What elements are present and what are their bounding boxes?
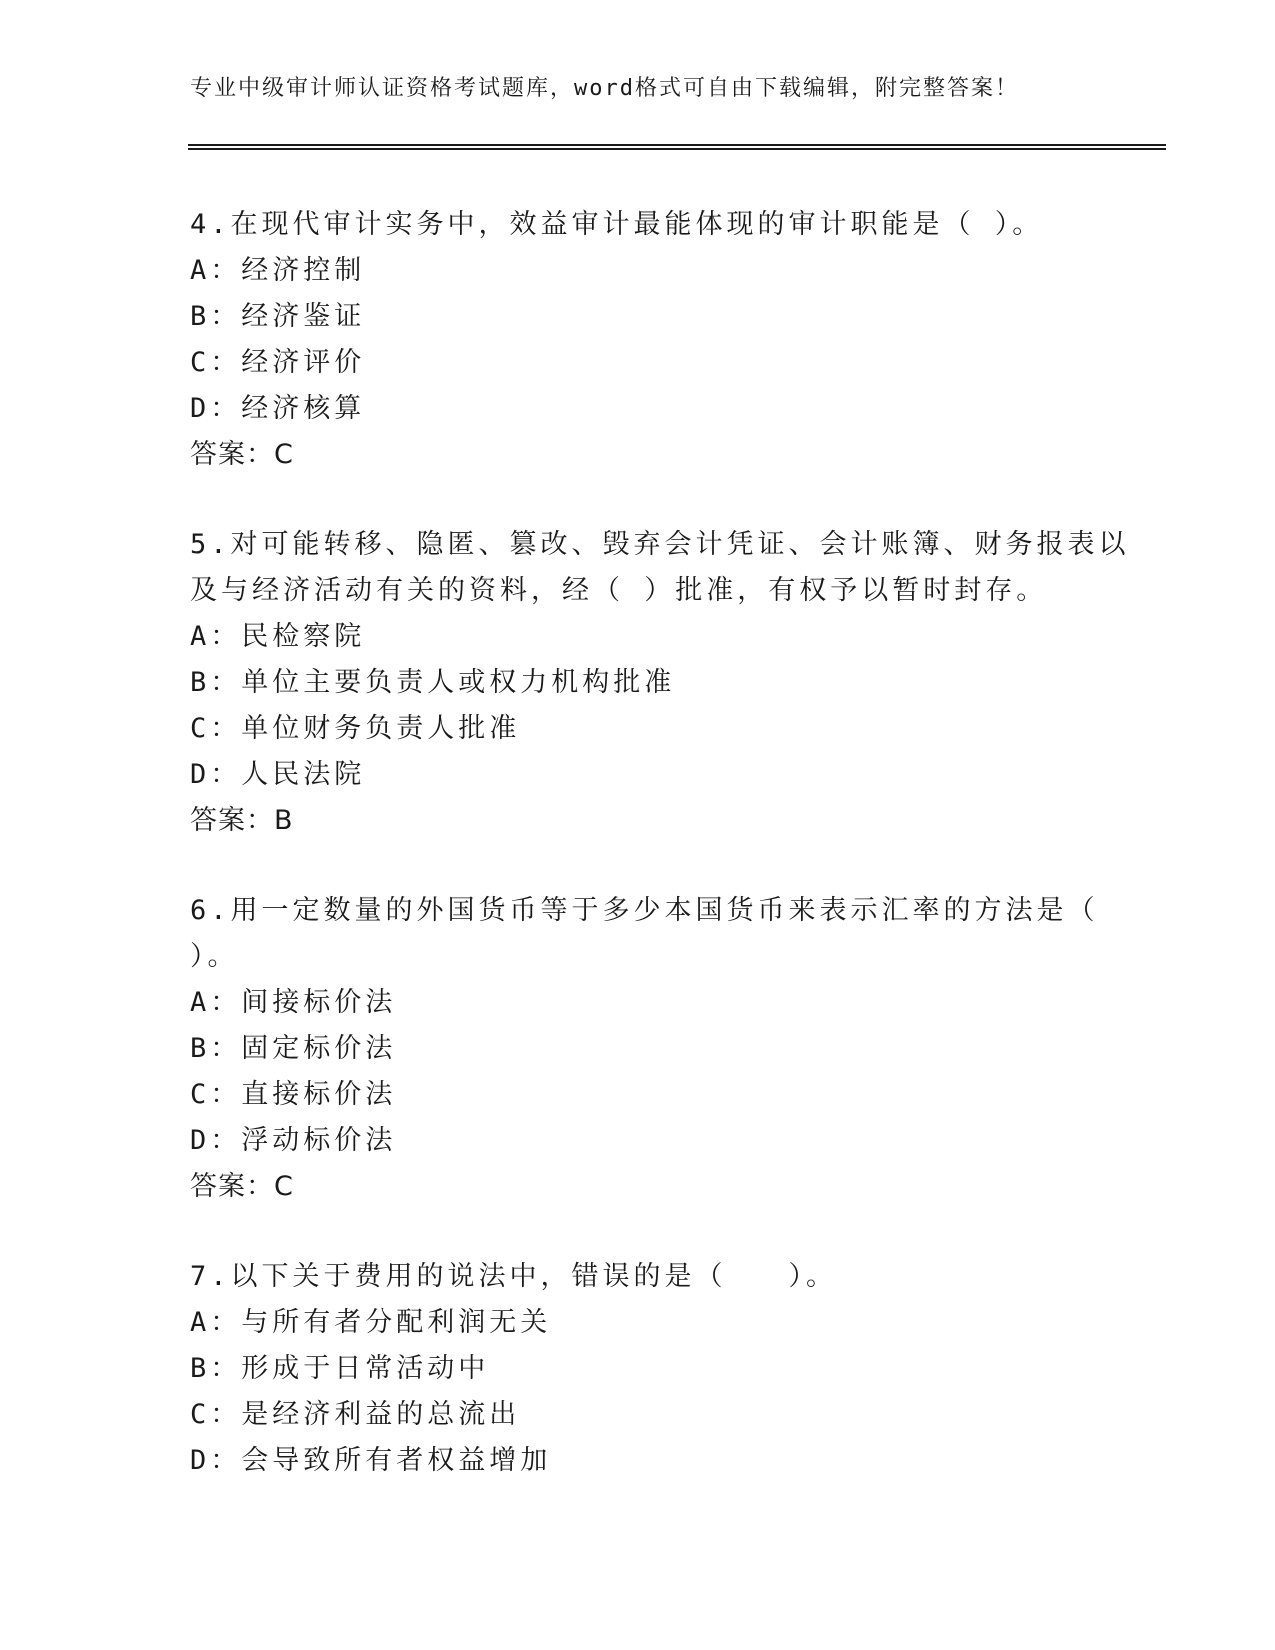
question-stem-continued: ）。 bbox=[190, 941, 239, 972]
option-a: A：民检察院 bbox=[190, 621, 366, 652]
answer-label: 答案：C bbox=[190, 439, 294, 470]
option-c: C：是经济利益的总流出 bbox=[190, 1399, 521, 1430]
question-7 bbox=[190, 1254, 1170, 1484]
question-6 bbox=[190, 888, 1170, 1210]
question-stem: 5.对可能转移、隐匿、篡改、毁弃会计凭证、会计账簿、财务报表以 bbox=[190, 529, 1130, 560]
option-c: C：经济评价 bbox=[190, 347, 366, 378]
answer-label: 答案：B bbox=[190, 805, 294, 836]
question-stem: 4.在现代审计实务中，效益审计最能体现的审计职能是（ ）。 bbox=[190, 209, 1044, 240]
option-c: C：单位财务负责人批准 bbox=[190, 713, 521, 744]
question-5 bbox=[190, 522, 1170, 844]
option-b: B：经济鉴证 bbox=[190, 301, 366, 332]
option-d: D：浮动标价法 bbox=[190, 1125, 397, 1156]
question-4 bbox=[190, 202, 1170, 478]
page-header: 专业中级审计师认证资格考试题库，word格式可自由下载编辑，附完整答案！ bbox=[190, 76, 1019, 101]
option-d: D：会导致所有者权益增加 bbox=[190, 1445, 552, 1476]
option-a: A：间接标价法 bbox=[190, 987, 397, 1018]
option-a: A：与所有者分配利润无关 bbox=[190, 1307, 552, 1338]
question-stem: 6.用一定数量的外国货币等于多少本国货币来表示汇率的方法是（ bbox=[190, 895, 1099, 926]
option-d: D：经济核算 bbox=[190, 393, 366, 424]
option-c: C：直接标价法 bbox=[190, 1079, 397, 1110]
option-b: B：单位主要负责人或权力机构批准 bbox=[190, 667, 676, 698]
question-list bbox=[190, 202, 1170, 1528]
option-b: B：形成于日常活动中 bbox=[190, 1353, 490, 1384]
option-a: A：经济控制 bbox=[190, 255, 366, 286]
header-double-rule bbox=[188, 144, 1166, 150]
option-d: D：人民法院 bbox=[190, 759, 366, 790]
answer-label: 答案：C bbox=[190, 1171, 294, 1202]
option-b: B：固定标价法 bbox=[190, 1033, 397, 1064]
question-stem-continued: 及与经济活动有关的资料，经（ ）批准，有权予以暂时封存。 bbox=[190, 575, 1048, 606]
question-stem: 7.以下关于费用的说法中，错误的是（ ）。 bbox=[190, 1261, 838, 1292]
